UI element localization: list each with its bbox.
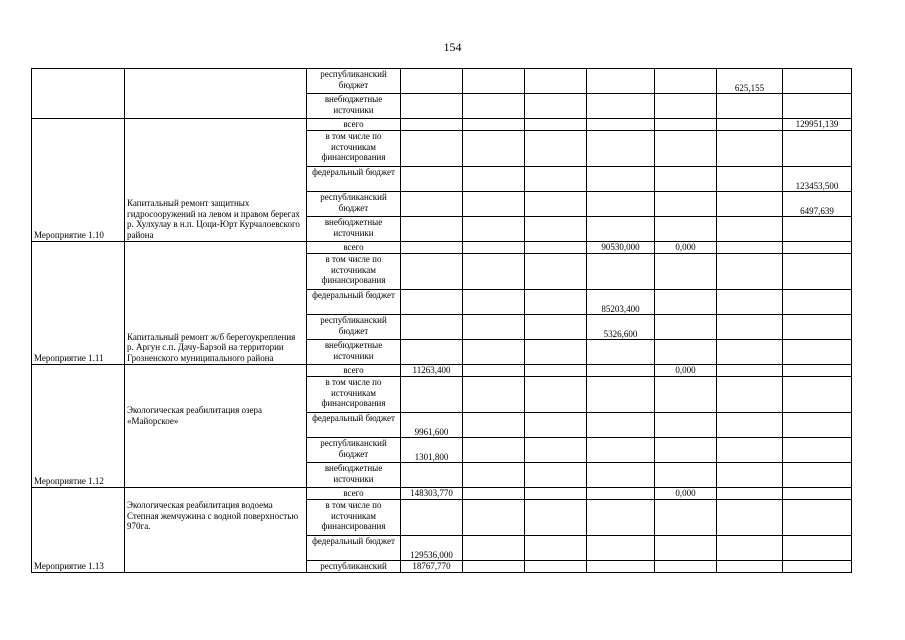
- measure-description: Капитальный ремонт защитных гидросооружений на левом и правом берегах р. Хулхулау в н.п. Цоци-Юрт Курчалоевского района: [125, 119, 307, 242]
- source-cell: республиканский бюджет: [307, 69, 401, 94]
- source-cell: в том числе по источникам финансирования: [307, 254, 401, 290]
- page-number: 154: [443, 40, 462, 54]
- value-cell: 9961,600: [401, 413, 463, 438]
- source-cell: всего: [307, 119, 401, 131]
- measure-description: Экологическая реабилитация водоема Степная жемчужина с водной поверхностью 970га.: [125, 488, 307, 573]
- source-cell: внебюджетные источники: [307, 217, 401, 242]
- table-row: [32, 242, 852, 254]
- value-cell: 129536,000: [401, 536, 463, 561]
- value-cell: 148303,770: [401, 488, 463, 500]
- value-cell: 85203,400: [587, 290, 655, 315]
- source-cell: в том числе по источникам финансирования: [307, 131, 401, 167]
- value-cell: 625,155: [717, 69, 783, 94]
- value-cell: 18767,770: [401, 561, 463, 573]
- measure-name: Мероприятие 1.12: [32, 365, 125, 488]
- value-cell: 1301,800: [401, 438, 463, 463]
- source-cell: республиканский: [307, 561, 401, 573]
- source-cell: всего: [307, 365, 401, 377]
- value-cell: 0,000: [655, 488, 717, 500]
- source-cell: республиканский бюджет: [307, 192, 401, 217]
- source-cell: федеральный бюджет: [307, 167, 401, 192]
- desc-cell: [125, 69, 307, 119]
- name-cell: [32, 69, 125, 119]
- value-cell: 90530,000: [587, 242, 655, 254]
- source-cell: федеральный бюджет: [307, 413, 401, 438]
- value-cell: 123453,500: [783, 167, 852, 192]
- measure-description: Капитальный ремонт ж/б берегоукрепления р. Аргун с.п. Дачу-Барзой на территории Грозненского муниципального района: [125, 242, 307, 365]
- source-cell: федеральный бюджет: [307, 536, 401, 561]
- source-cell: внебюджетные источники: [307, 340, 401, 365]
- measure-description: Экологическая реабилитация озера «Майорское»: [125, 365, 307, 488]
- source-cell: республиканский бюджет: [307, 438, 401, 463]
- value-cell: 5326,600: [587, 315, 655, 340]
- source-cell: внебюджетные источники: [307, 463, 401, 488]
- source-cell: федеральный бюджет: [307, 290, 401, 315]
- value-cell: 0,000: [655, 365, 717, 377]
- measure-name: Мероприятие 1.10: [32, 119, 125, 242]
- source-cell: внебюджетные источники: [307, 94, 401, 119]
- measure-name: Мероприятие 1.11: [32, 242, 125, 365]
- budget-table: [31, 68, 852, 573]
- source-cell: в том числе по источникам финансирования: [307, 500, 401, 536]
- source-cell: всего: [307, 488, 401, 500]
- source-cell: республиканский бюджет: [307, 315, 401, 340]
- table-row: [32, 69, 852, 94]
- table-row: [32, 119, 852, 131]
- measure-name: Мероприятие 1.13: [32, 488, 125, 573]
- source-cell: в том числе по источникам финансирования: [307, 377, 401, 413]
- value-cell: 129951,139: [783, 119, 852, 131]
- value-cell: 6497,639: [783, 192, 852, 217]
- source-cell: всего: [307, 242, 401, 254]
- value-cell: 0,000: [655, 242, 717, 254]
- value-cell: 11263,400: [401, 365, 463, 377]
- table-row: [32, 488, 852, 500]
- table-row: [32, 365, 852, 377]
